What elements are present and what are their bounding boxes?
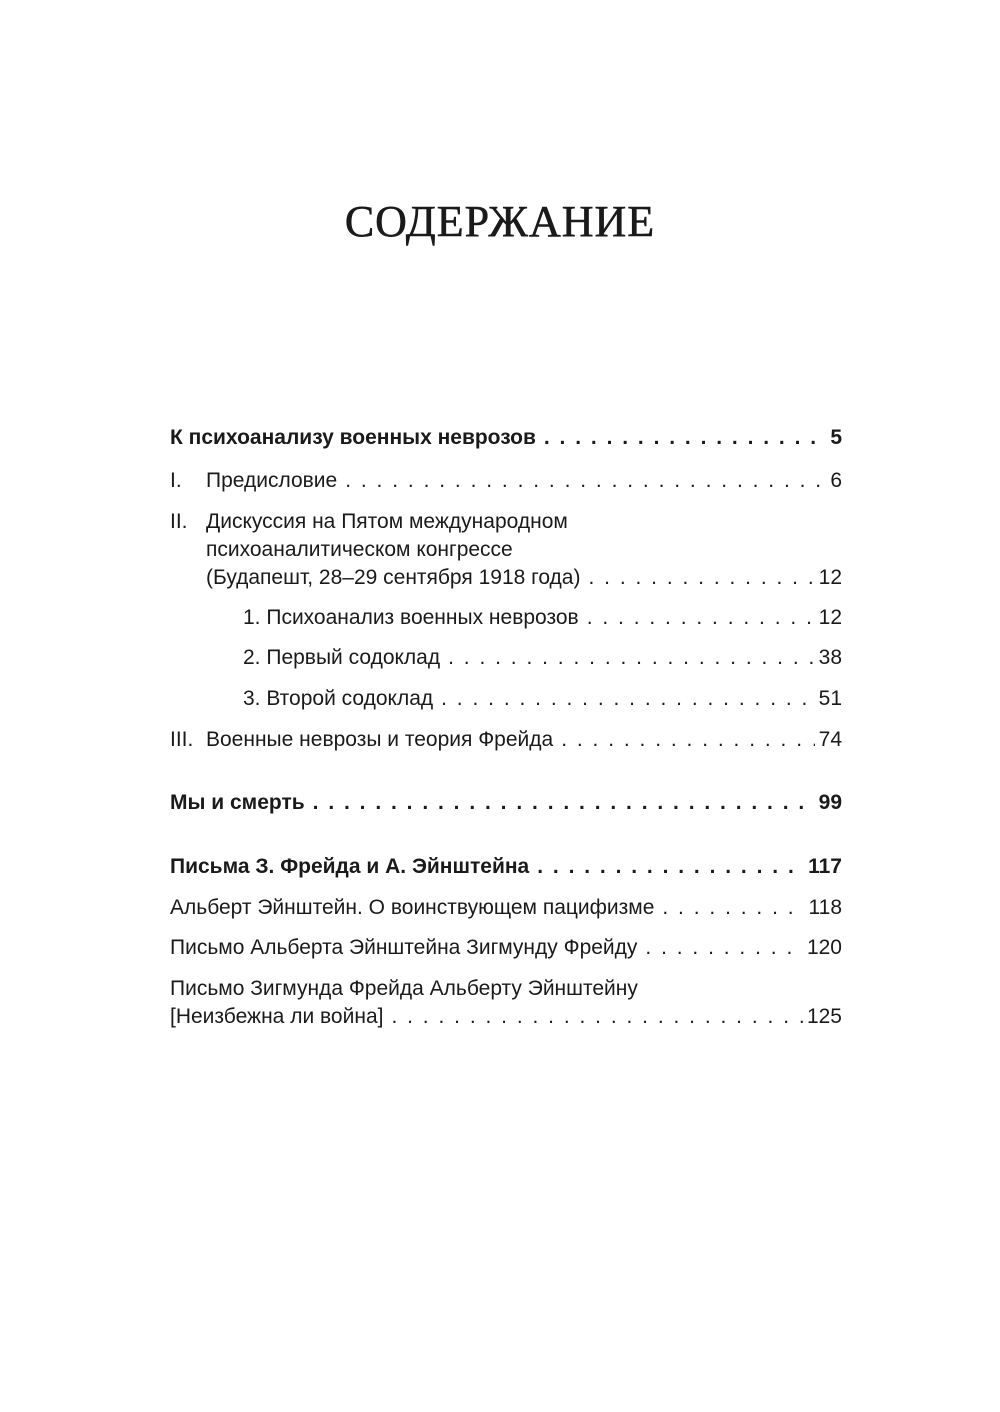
- dot-leader: [588, 564, 814, 592]
- toc-page-number: 117: [808, 855, 842, 878]
- toc-entry-title-line1: Письмо Зигмунда Фрейда Альберту Эйнштейну: [170, 977, 638, 1000]
- toc-entry-war-neuroses[interactable]: [170, 424, 842, 452]
- dot-leader: [662, 894, 804, 922]
- toc-entry-title: 3. Второй содоклад: [243, 687, 434, 710]
- toc-entry-title-line1: Дискуссия на Пятом международном: [206, 510, 568, 533]
- toc-entry-title: Военные неврозы и теория Фрейда: [206, 728, 554, 751]
- toc-entry-title: Письмо Альберта Эйнштейна Зигмунду Фрейду: [170, 936, 638, 959]
- toc-entry-sub-1[interactable]: [170, 604, 842, 632]
- toc-entry-number: II.: [170, 510, 188, 533]
- toc-entry-title-line2: психоаналитическом конгрессе: [206, 538, 513, 561]
- toc-entry-we-and-death[interactable]: [170, 789, 842, 817]
- toc-entry-title: Предисловие: [206, 469, 338, 492]
- toc-entry-title: Мы и смерть: [170, 791, 305, 814]
- dot-leader: [645, 934, 803, 962]
- toc-page-number: 6: [830, 469, 842, 492]
- toc-entry-sub-3[interactable]: [170, 685, 842, 713]
- toc-page-number: 120: [806, 936, 842, 959]
- toc-entry-militant-pacifism[interactable]: [170, 894, 842, 922]
- toc-entry-title: 1. Психоанализ военных неврозов: [243, 606, 579, 629]
- table-of-contents: [170, 0, 842, 1412]
- toc-page-number: 38: [818, 646, 842, 669]
- toc-page-number: 125: [806, 1005, 842, 1028]
- toc-entry-freud-letter[interactable]: [170, 975, 842, 1031]
- toc-page-number: 99: [818, 791, 842, 814]
- toc-entry-title-line2: [Неизбежна ли война]: [170, 1005, 384, 1028]
- toc-page-number: 12: [818, 566, 842, 589]
- dot-leader: [561, 726, 814, 754]
- toc-entry-title: Альберт Эйнштейн. О воинствующем пацифизме: [170, 896, 655, 919]
- dot-leader: [448, 644, 815, 672]
- toc-entry-title: 2. Первый содоклад: [243, 646, 441, 669]
- dot-leader: [391, 1003, 802, 1031]
- toc-entry-title: Письма З. Фрейда и А. Эйнштейна: [170, 855, 530, 878]
- toc-entry-einstein-letter[interactable]: [170, 934, 842, 962]
- page-title: СОДЕРЖАНИЕ: [344, 197, 656, 246]
- dot-leader: [345, 467, 826, 495]
- dot-leader: [441, 685, 815, 713]
- toc-entry-discussion[interactable]: [170, 508, 842, 592]
- toc-page-number: 74: [818, 728, 842, 751]
- toc-page-number: 5: [830, 426, 842, 449]
- dot-leader: [587, 604, 815, 632]
- toc-entry-letters[interactable]: [170, 853, 842, 881]
- toc-page-number: 51: [818, 687, 842, 710]
- dot-leader: [537, 853, 804, 881]
- dot-leader: [544, 424, 826, 452]
- toc-page-number: 118: [808, 896, 842, 919]
- toc-entry-number: I.: [170, 469, 182, 492]
- toc-entry-sub-2[interactable]: [170, 644, 842, 672]
- dot-leader: [313, 789, 815, 817]
- toc-entry-preface[interactable]: [170, 467, 842, 495]
- toc-page-number: 12: [818, 606, 842, 629]
- toc-entry-title-line3: (Будапешт, 28–29 сентября 1918 года): [206, 566, 581, 589]
- toc-entry-freud-theory[interactable]: [170, 726, 842, 754]
- toc-entry-title: К психоанализу военных неврозов: [170, 426, 536, 449]
- toc-entry-number: III.: [170, 728, 194, 751]
